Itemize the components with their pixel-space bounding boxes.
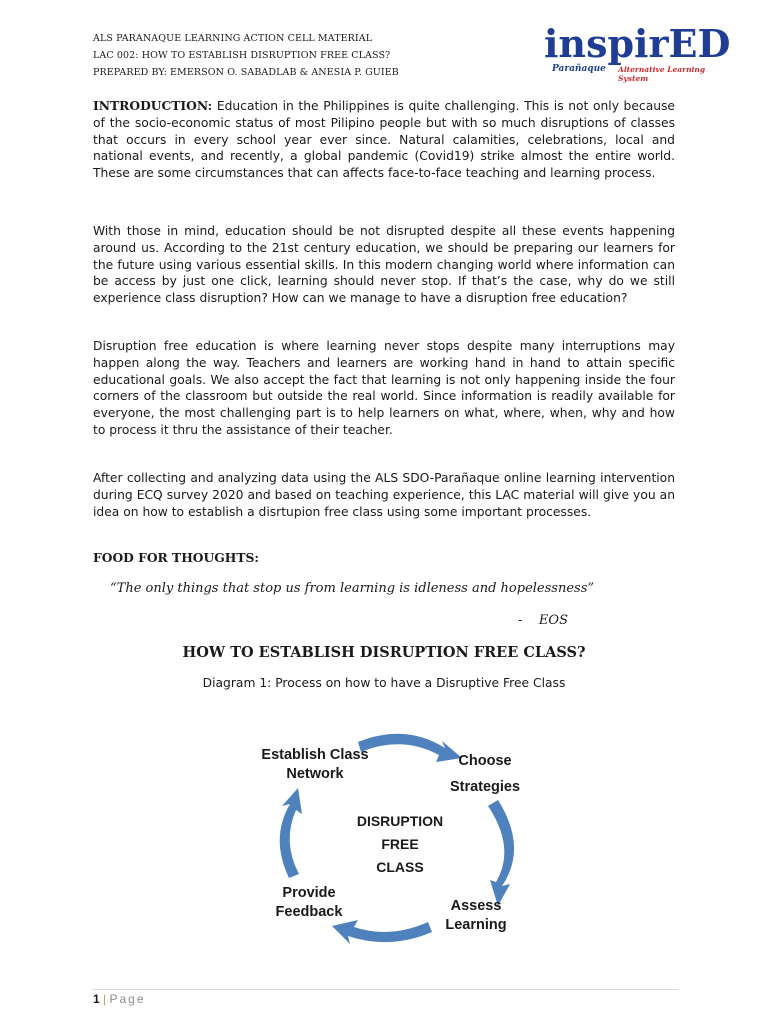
step-provide-feedback bbox=[264, 884, 354, 922]
step-4-line-1: Provide bbox=[282, 885, 336, 901]
intro-paragraph bbox=[93, 98, 675, 182]
footer-divider bbox=[93, 989, 678, 990]
paragraph-4: After collecting and analyzing data using the ALS SDO-Parañaque online learning intervention during ECQ survey 2020 and based on teaching experience, this LAC material will give you an idea on how to establish a disrtupion free class using some important processes. bbox=[93, 471, 675, 519]
header-line-3: PREPARED BY: EMERSON O. SABADLAB & ANESIA P. GUIEB bbox=[93, 67, 399, 78]
step-1-line-2: Network bbox=[286, 766, 344, 782]
logo-wordmark: inspirED bbox=[544, 21, 731, 66]
step-2-line-2: Strategies bbox=[449, 779, 521, 795]
inspired-logo bbox=[540, 22, 730, 84]
paragraph-3: Disruption free education is where learning never stops despite many interruptions may happen along the way. Teachers and learners are working hand in hand to attain specific educational goals. We also accept the fact that learning is not only happening inside the four corners of the classroom but outside the real world. Since information is readily available for everyone, the most challenging part is to help learners on what, where, when, why and how to process it thru the assistance of their teacher. bbox=[93, 339, 675, 437]
paragraph-2: With those in mind, education should be not disrupted despite all these events happening around us. According to the 21st century education, we should be preparing our learners for the future using various essential skills. In this modern changing world where information can be access by just one click, learning should never stop. If that’s the case, why do we still experience class disruption? How can we manage to have a disruption free education? bbox=[93, 224, 675, 306]
center-label-line-3: CLASS bbox=[376, 859, 424, 875]
intro-text: Education in the Philippines is quite challenging. This is not only because of the socio-economic status of most Pilipino people but with so much disruptions of classes that occurs in every school year ever since. Natural calamities, celebrations, local and national events, and recently, a global pandemic (Covid19) strike almost the entire world. These are some circumstances that can affects face-to-face teaching and learning process. bbox=[93, 99, 675, 181]
diagram-caption: Diagram 1: Process on how to have a Disruptive Free Class bbox=[202, 676, 566, 690]
step-3-line-2: Learning bbox=[445, 917, 507, 933]
step-1-line-1: Establish Class bbox=[261, 747, 369, 763]
header-line-2: LAC 002: HOW TO ESTABLISH DISRUPTION FREE CLASS? bbox=[93, 50, 391, 61]
arrow-bottom bbox=[332, 920, 432, 944]
arrow-left bbox=[280, 788, 302, 878]
center-label-line-2: FREE bbox=[381, 836, 419, 852]
document-header bbox=[93, 30, 399, 81]
center-label-line-1: DISRUPTION bbox=[356, 813, 444, 829]
step-choose-strategies bbox=[440, 748, 530, 800]
footer-separator: | bbox=[103, 992, 107, 1006]
page-number: 1 bbox=[93, 992, 100, 1006]
logo-subtitle-program: Alternative Learning System bbox=[618, 65, 706, 83]
quote: “The only things that stop us from learning is idleness and hopelessness” bbox=[110, 581, 595, 596]
food-for-thoughts-label: FOOD FOR THOUGHTS: bbox=[93, 550, 259, 565]
step-3-line-1: Assess bbox=[450, 898, 502, 914]
page-footer bbox=[93, 992, 146, 1006]
step-establish-class-network bbox=[250, 746, 380, 784]
step-assess-learning bbox=[436, 897, 516, 935]
step-2-line-1: Choose bbox=[458, 753, 512, 769]
arrow-right bbox=[488, 800, 514, 906]
section-title: HOW TO ESTABLISH DISRUPTION FREE CLASS? bbox=[182, 644, 586, 661]
process-cycle-diagram bbox=[240, 718, 540, 958]
header-line-1: ALS PARANAQUE LEARNING ACTION CELL MATERIAL bbox=[93, 33, 373, 44]
center-label bbox=[335, 810, 465, 879]
intro-label: INTRODUCTION: bbox=[93, 98, 213, 113]
page-word: Page bbox=[109, 992, 146, 1006]
quote-author: - EOS bbox=[518, 613, 568, 628]
step-4-line-2: Feedback bbox=[275, 904, 343, 920]
logo-subtitle-city: Parañaque bbox=[552, 64, 606, 74]
